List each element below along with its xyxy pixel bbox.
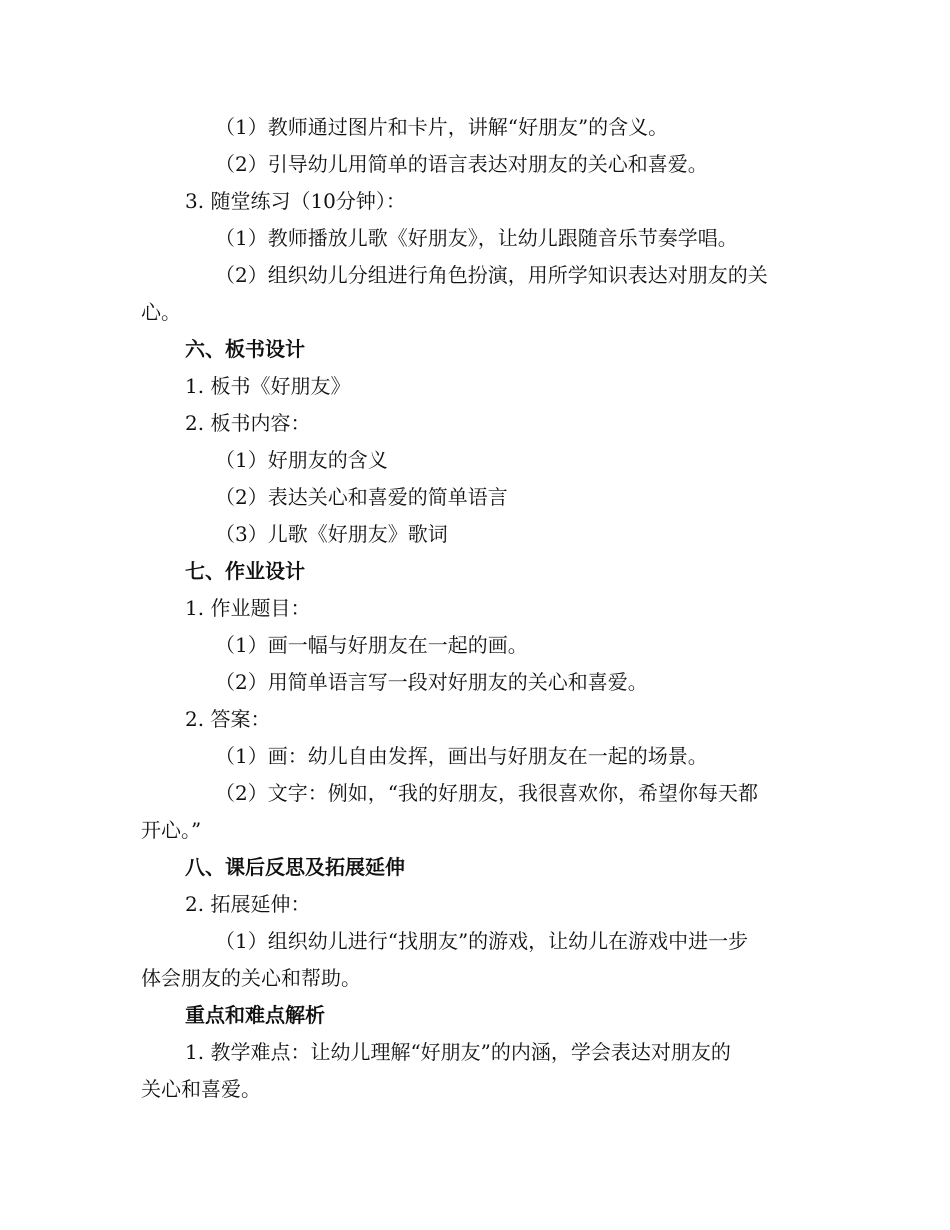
list-item: 1. 教学难点：让幼儿理解“好朋友”的内涵，学会表达对朋友的: [185, 1040, 731, 1064]
paragraph-line: （2）用简单语言写一段对好朋友的关心和喜爱。: [215, 670, 648, 694]
paragraph-line: （1）教师播放儿歌《好朋友》，让幼儿跟随音乐节奏学唱。: [215, 226, 738, 250]
paragraph-line: （3）儿歌《好朋友》歌词: [215, 522, 448, 546]
paragraph-line: （1）好朋友的含义: [215, 448, 388, 472]
paragraph-line: （2）组织幼儿分组进行角色扮演，用所学知识表达对朋友的关: [215, 263, 768, 287]
list-item: 2. 答案：: [185, 707, 271, 731]
paragraph-line: （2）表达关心和喜爱的简单语言: [215, 485, 508, 509]
list-item: 2. 拓展延伸：: [185, 892, 311, 916]
paragraph-line: （2）引导幼儿用简单的语言表达对朋友的关心和喜爱。: [215, 152, 708, 176]
paragraph-line: （1）教师通过图片和卡片，讲解“好朋友”的含义。: [215, 115, 669, 139]
paragraph-line: 体会朋友的关心和帮助。: [141, 966, 361, 990]
paragraph-line: 心。: [141, 300, 181, 324]
list-item: 3. 随堂练习（10分钟）：: [185, 189, 406, 213]
section-heading: 七、作业设计: [185, 559, 305, 583]
section-heading: 六、板书设计: [185, 337, 305, 361]
paragraph-line: 关心和喜爱。: [141, 1077, 261, 1101]
paragraph-line: 开心。”: [141, 818, 202, 842]
list-item: 1. 板书《好朋友》: [185, 374, 351, 398]
paragraph-line: （1）组织幼儿进行“找朋友”的游戏，让幼儿在游戏中进一步: [215, 929, 749, 953]
section-heading: 重点和难点解析: [185, 1003, 325, 1027]
paragraph-line: （2）文字：例如，“我的好朋友，我很喜欢你，希望你每天都: [215, 781, 758, 805]
section-heading: 八、课后反思及拓展延伸: [185, 855, 405, 879]
paragraph-line: （1）画一幅与好朋友在一起的画。: [215, 633, 528, 657]
list-item: 1. 作业题目：: [185, 596, 311, 620]
paragraph-line: （1）画：幼儿自由发挥，画出与好朋友在一起的场景。: [215, 744, 708, 768]
list-item: 2. 板书内容：: [185, 411, 311, 435]
